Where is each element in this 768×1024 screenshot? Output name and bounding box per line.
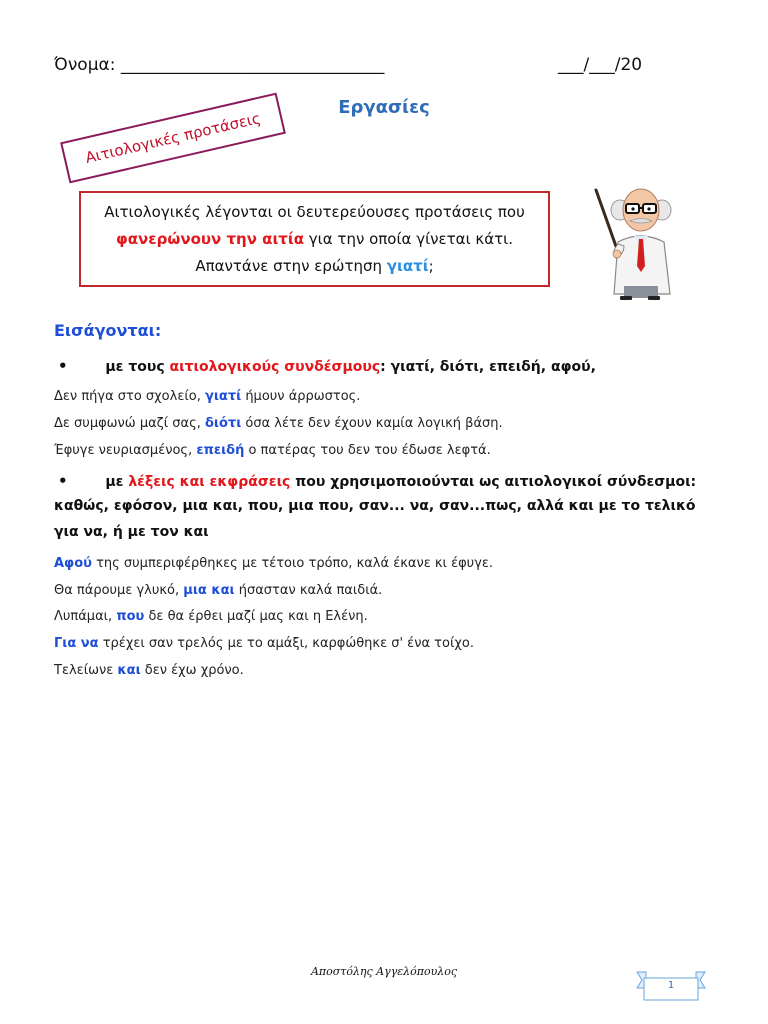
bullet-2	[58, 472, 696, 490]
example-text: Έφυγε νευριασμένος,	[54, 443, 197, 458]
example-text: Δε συμφωνώ μαζί σας,	[54, 416, 205, 431]
definition-line-3	[81, 253, 548, 280]
example-2-1	[54, 556, 493, 571]
page-number-badge	[636, 966, 706, 1002]
definition-line-1: Αιτιολογικές λέγονται οι δευτερεύουσες προτάσεις που	[104, 203, 525, 221]
question-word: γιατί	[386, 257, 429, 275]
example-keyword: μια και	[183, 583, 235, 598]
bullet-2-post: που χρησιμοποιούνται ως αιτιολογικοί σύνδεσμοι:	[290, 474, 697, 490]
definition-line-2-rest: για την οποία γίνεται κάτι.	[304, 230, 514, 248]
definition-highlight: φανερώνουν την αιτία	[115, 230, 305, 248]
definition-line-3-end: ;	[428, 257, 434, 275]
definition-box	[79, 191, 550, 287]
intro-heading: Εισάγονται:	[54, 321, 162, 340]
topic-label-text: Αιτιολογικές προτάσεις	[83, 109, 263, 167]
example-text: ήσασταν καλά παιδιά.	[234, 583, 383, 598]
bullet-2-highlight: λέξεις και εκφράσεις	[128, 474, 291, 490]
example-text: δεν έχω χρόνο.	[140, 663, 244, 678]
bullet-2-line-2: καθώς, εφόσον, μια και, που, μια που, σαν... να, σαν...πως, αλλά και με το τελικό	[54, 498, 696, 514]
bullet-2-pre: με	[105, 474, 129, 490]
example-2-4	[54, 636, 474, 651]
bullet-1-pre: με τους	[105, 359, 170, 375]
example-keyword: Για να	[54, 636, 99, 651]
definition-line-3-start: Απαντάνε στην ερώτηση	[195, 257, 387, 275]
example-1-2	[54, 416, 503, 431]
example-1-3	[54, 443, 491, 458]
example-text: δε θα έρθει μαζί μας και η Ελένη.	[144, 609, 368, 624]
bullet-2-line-3: για να, ή με τον και	[54, 524, 209, 540]
example-text: ήμουν άρρωστος.	[241, 389, 361, 404]
example-2-3	[54, 609, 368, 624]
teacher-illustration-icon	[590, 182, 686, 300]
example-text: Θα πάρουμε γλυκό,	[54, 583, 184, 598]
example-1-1	[54, 389, 360, 404]
example-text: Λυπάμαι,	[54, 609, 117, 624]
date-field-line: ___/___/20	[558, 55, 643, 75]
example-text: της συμπεριφέρθηκες με τέτοιο τρόπο, καλά έκανε κι έφυγε.	[91, 556, 494, 571]
example-2-5	[54, 663, 244, 678]
bullet-1-highlight: αιτιολογικούς συνδέσμους	[169, 359, 381, 375]
name-field-line: Όνομα: _______________________________	[54, 55, 385, 75]
page-number: 1	[667, 980, 675, 991]
example-keyword: γιατί	[204, 389, 242, 404]
example-keyword: διότι	[204, 416, 242, 431]
bullet-dot: •	[58, 357, 68, 375]
example-keyword: και	[117, 663, 141, 678]
example-2-2	[54, 583, 382, 598]
example-keyword: Αφού	[54, 556, 92, 571]
example-text: όσα λέτε δεν έχουν καμία λογική βάση.	[241, 416, 503, 431]
example-text: Δεν πήγα στο σχολείο,	[54, 389, 205, 404]
bullet-dot: •	[58, 472, 68, 490]
example-keyword: επειδή	[196, 443, 245, 458]
definition-line-2	[81, 226, 548, 253]
bullet-1-post: : γιατί, διότι, επειδή, αφού,	[380, 359, 596, 375]
footer-author: Αποστόλης Αγγελόπουλος	[310, 965, 458, 978]
example-text: ο πατέρας του δεν του έδωσε λεφτά.	[244, 443, 491, 458]
bullet-1	[58, 357, 596, 375]
page-title: Εργασίες	[338, 97, 430, 118]
example-text: Τελείωνε	[54, 663, 118, 678]
example-keyword: που	[116, 609, 145, 624]
example-text: τρέχει σαν τρελός με το αμάξι, καρφώθηκε σ' ένα τοίχο.	[98, 636, 474, 651]
